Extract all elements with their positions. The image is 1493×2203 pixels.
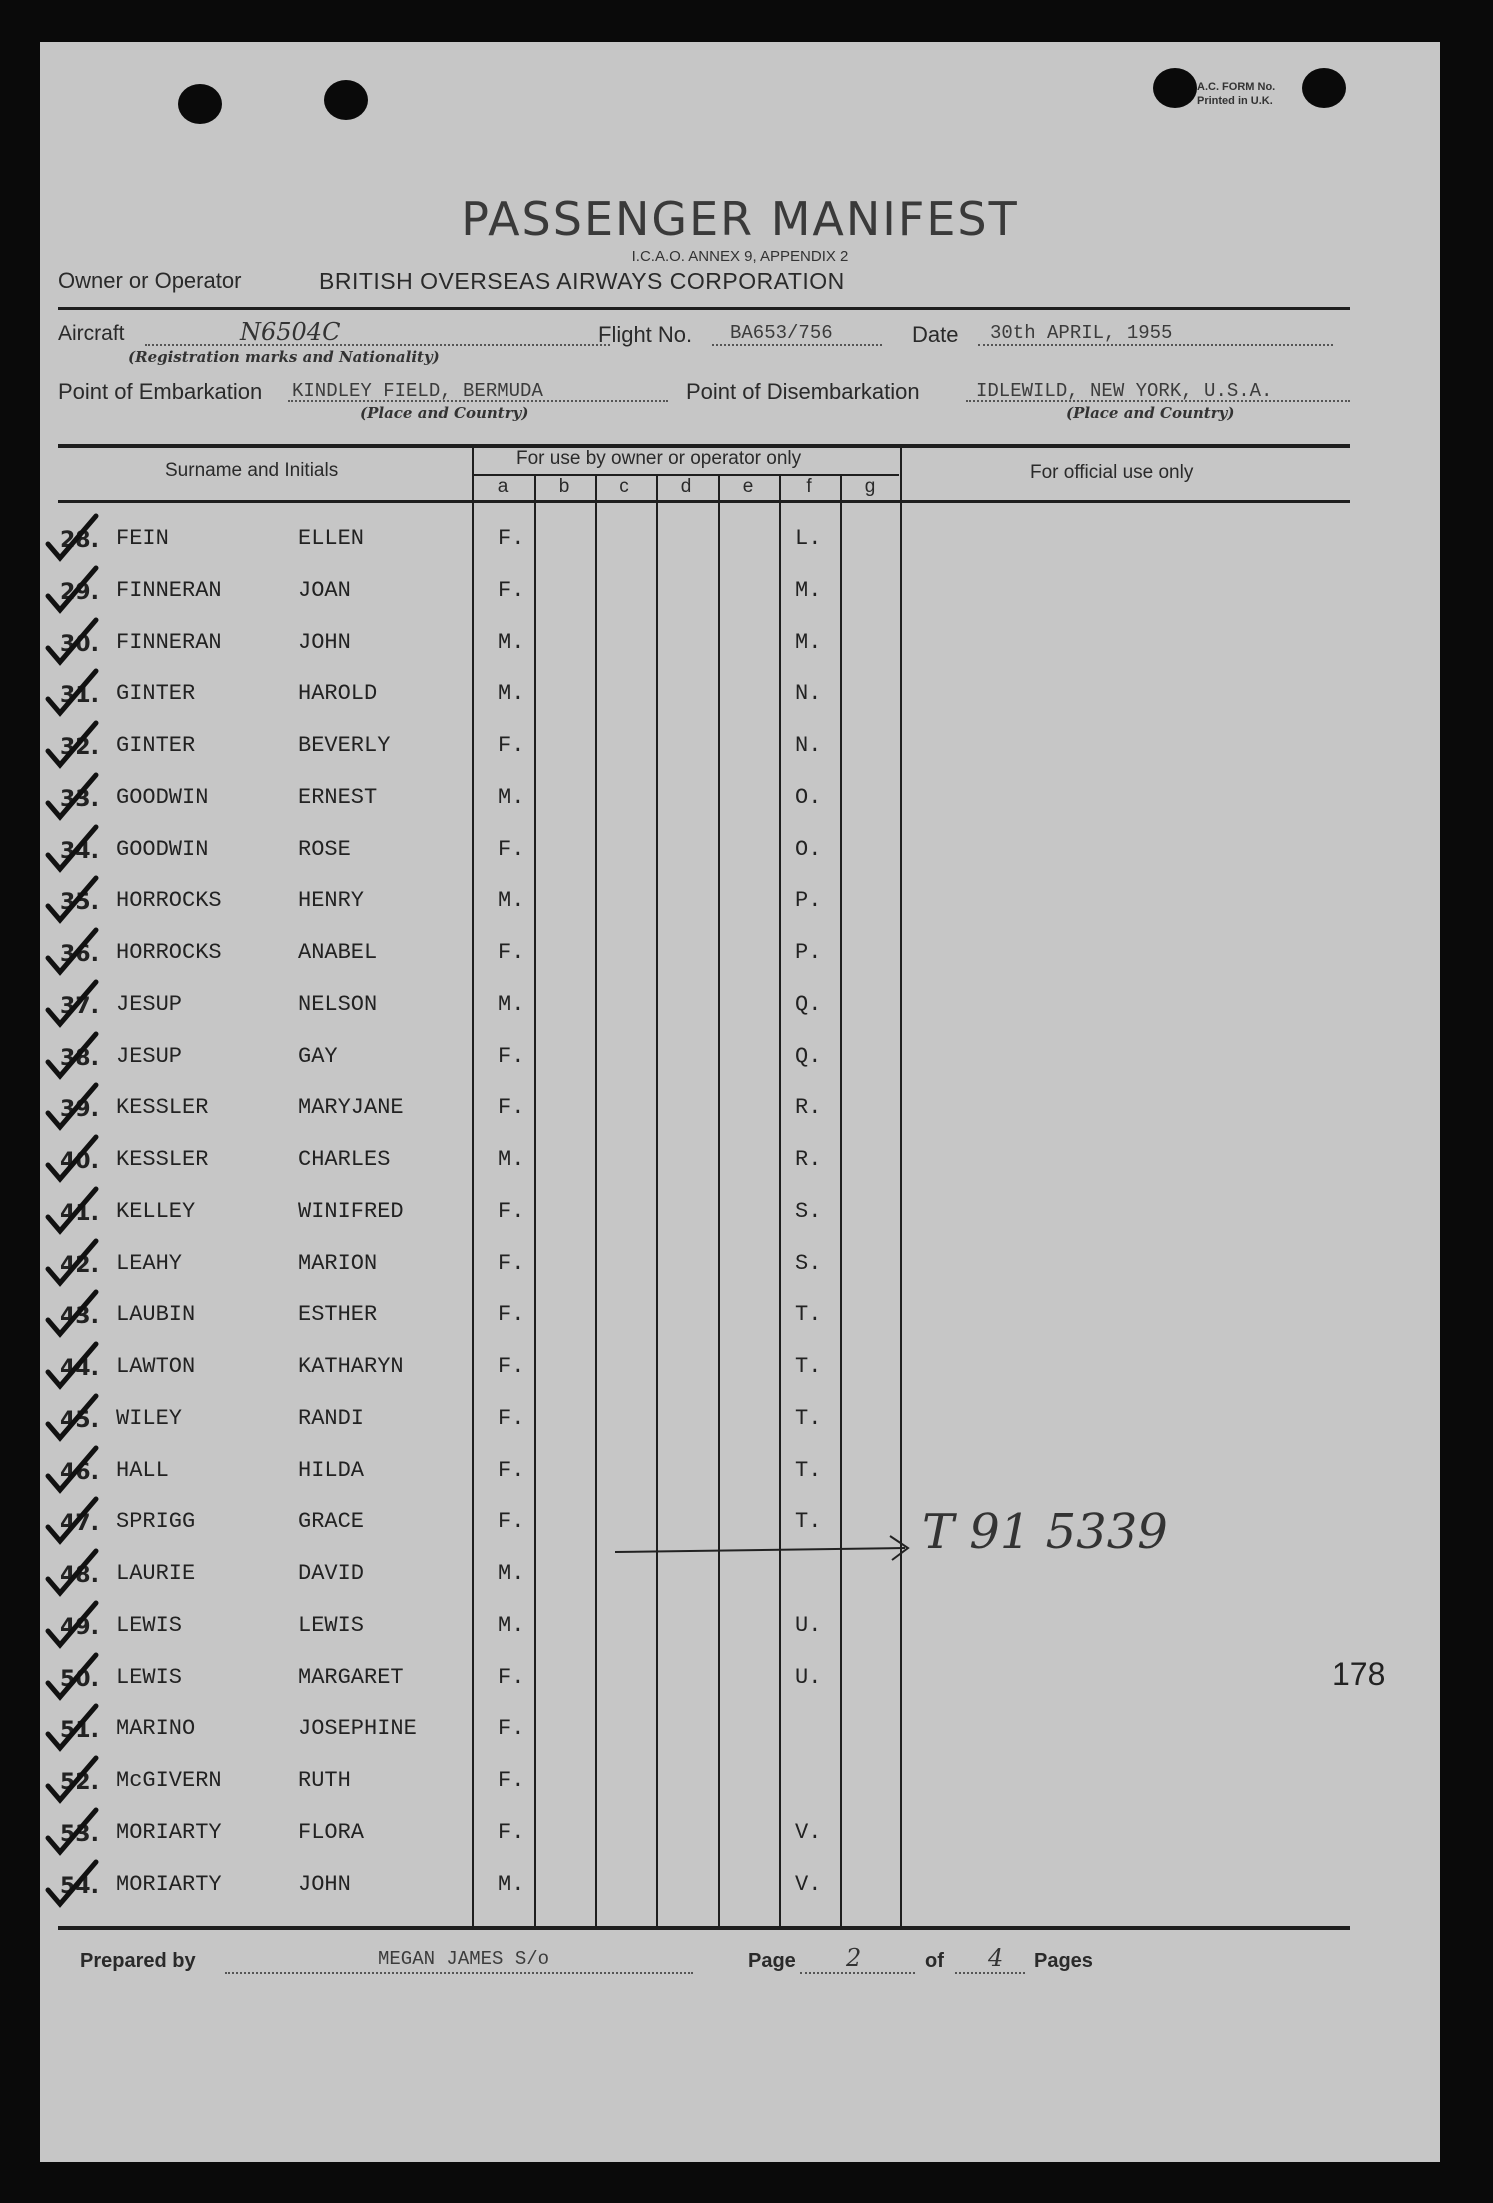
passenger-first-name: MARGARET	[298, 1665, 404, 1690]
passenger-surname: KESSLER	[116, 1147, 209, 1172]
column-f-value: U.	[795, 1665, 822, 1690]
embark-label: Point of Embarkation	[58, 379, 263, 404]
passenger-first-name: MARYJANE	[298, 1095, 404, 1120]
passenger-surname: FINNERAN	[116, 630, 222, 655]
aircraft-label: Aircraft	[58, 322, 125, 345]
passenger-surname: KESSLER	[116, 1095, 209, 1120]
page-stamp: 178	[1332, 1656, 1386, 1692]
passenger-first-name: NELSON	[298, 992, 378, 1017]
check-mark-icon	[44, 1183, 102, 1237]
passenger-first-name: LEWIS	[298, 1613, 365, 1638]
passenger-surname: MARINO	[116, 1716, 196, 1741]
arrow-annotation	[610, 1522, 930, 1582]
passenger-first-name: ANABEL	[298, 940, 378, 965]
page-value: 2	[846, 1944, 862, 1972]
passenger-surname: MORIARTY	[116, 1872, 222, 1897]
column-a-value: F.	[498, 1044, 525, 1069]
registration-note: (Registration marks and Nationality)	[128, 348, 440, 366]
prepared-dots	[225, 1972, 693, 1974]
row-number: 48.	[60, 1563, 99, 1588]
of-value: 4	[988, 1944, 1004, 1972]
column-f-value: S.	[795, 1199, 822, 1224]
row-number: 40.	[60, 1149, 99, 1174]
column-a-value: F.	[498, 1406, 525, 1431]
date-dots	[978, 344, 1333, 346]
date-value: 30th APRIL, 1955	[990, 322, 1173, 344]
passenger-surname: GOODWIN	[116, 837, 209, 862]
col-line-g	[840, 474, 842, 1926]
column-f-value: Q.	[795, 1044, 822, 1069]
owner-label: Owner or Operator	[58, 268, 242, 293]
column-f-value: T.	[795, 1354, 822, 1379]
check-mark-icon	[44, 1235, 102, 1289]
page-subtitle: I.C.A.O. ANNEX 9, APPENDIX 2	[631, 248, 849, 265]
column-f-value: P.	[795, 888, 822, 913]
owner-value: BRITISH OVERSEAS AIRWAYS CORPORATION	[319, 268, 845, 294]
passenger-first-name: MARION	[298, 1251, 378, 1276]
flight-dots	[712, 344, 882, 346]
passenger-surname: JESUP	[116, 992, 183, 1017]
passenger-first-name: JOAN	[298, 578, 351, 603]
passenger-first-name: ERNEST	[298, 785, 378, 810]
row-number: 29.	[60, 580, 99, 605]
column-f-value: Q.	[795, 992, 822, 1017]
punch-hole-right-a	[1153, 68, 1197, 108]
check-mark-icon	[44, 1545, 102, 1599]
column-a-value: M.	[498, 1613, 525, 1638]
check-mark-icon	[44, 821, 102, 875]
row-number: 35.	[60, 890, 99, 915]
passenger-first-name: JOSEPHINE	[298, 1716, 417, 1741]
prepared-label: Prepared by	[80, 1950, 196, 1972]
passenger-first-name: KATHARYN	[298, 1354, 404, 1379]
passenger-surname: HORROCKS	[116, 940, 222, 965]
aircraft-dots	[145, 344, 610, 346]
col-line-f	[779, 474, 781, 1926]
passenger-first-name: DAVID	[298, 1561, 365, 1586]
header-bottom-rule	[58, 500, 1350, 503]
column-f-value: O.	[795, 837, 822, 862]
column-g-header: g	[864, 476, 876, 497]
column-e-header: e	[742, 476, 754, 497]
check-mark-icon	[44, 769, 102, 823]
check-mark-icon	[44, 1700, 102, 1754]
column-a-value: F.	[498, 526, 525, 551]
aircraft-value: N6504C	[240, 318, 341, 346]
row-number: 51.	[60, 1718, 99, 1743]
owner-use-header: For use by owner or operator only	[516, 448, 802, 469]
col-line-official	[900, 446, 902, 1926]
row-number: 37.	[60, 994, 99, 1019]
punch-hole-right-b	[1302, 68, 1346, 108]
column-a-value: F.	[498, 578, 525, 603]
passenger-first-name: CHARLES	[298, 1147, 391, 1172]
column-f-value: T.	[795, 1458, 822, 1483]
check-mark-icon	[44, 872, 102, 926]
row-number: 44.	[60, 1356, 99, 1381]
passenger-first-name: HILDA	[298, 1458, 365, 1483]
row-number: 43.	[60, 1304, 99, 1329]
disembark-label: Point of Disembarkation	[686, 379, 920, 404]
column-a-value: F.	[498, 837, 525, 862]
column-f-value: P.	[795, 940, 822, 965]
row-number: 47.	[60, 1511, 99, 1536]
form-number: A.C. FORM No. Printed in U.K.	[1197, 81, 1276, 107]
column-a-value: F.	[498, 1509, 525, 1534]
column-f-value: V.	[795, 1820, 822, 1845]
passenger-surname: JESUP	[116, 1044, 183, 1069]
check-mark-icon	[44, 1649, 102, 1703]
check-mark-icon	[44, 1442, 102, 1496]
check-mark-icon	[44, 976, 102, 1030]
passenger-surname: HALL	[116, 1458, 169, 1483]
check-mark-icon	[44, 562, 102, 616]
column-a-value: M.	[498, 785, 525, 810]
passenger-surname: LAUBIN	[116, 1302, 196, 1327]
page-label: Page	[748, 1950, 796, 1972]
embark-value: KINDLEY FIELD, BERMUDA	[292, 380, 543, 402]
column-f-value: S.	[795, 1251, 822, 1276]
column-f-value: T.	[795, 1302, 822, 1327]
column-f-value: M.	[795, 630, 822, 655]
passenger-first-name: GAY	[298, 1044, 338, 1069]
column-a-value: F.	[498, 1820, 525, 1845]
row-number: 36.	[60, 942, 99, 967]
col-line-b	[534, 474, 536, 1926]
column-f-value: N.	[795, 681, 822, 706]
surname-header: Surname and Initials	[165, 460, 339, 481]
column-f-value: L.	[795, 526, 822, 551]
column-a-value: F.	[498, 1302, 525, 1327]
check-mark-icon	[44, 924, 102, 978]
flight-value: BA653/756	[730, 322, 833, 344]
passenger-surname: GOODWIN	[116, 785, 209, 810]
manifest-sheet	[40, 42, 1440, 2162]
row-number: 49.	[60, 1615, 99, 1640]
passenger-first-name: WINIFRED	[298, 1199, 404, 1224]
check-mark-icon	[44, 1804, 102, 1858]
passenger-first-name: ESTHER	[298, 1302, 378, 1327]
row-number: 39.	[60, 1097, 99, 1122]
passenger-first-name: ROSE	[298, 837, 351, 862]
row-number: 54.	[60, 1874, 99, 1899]
column-f-value: O.	[795, 785, 822, 810]
passenger-surname: GINTER	[116, 681, 196, 706]
row-number: 31.	[60, 683, 99, 708]
check-mark-icon	[44, 1286, 102, 1340]
column-a-value: M.	[498, 1561, 525, 1586]
row-number: 28.	[60, 528, 99, 553]
of-dots	[955, 1972, 1025, 1974]
column-f-value: R.	[795, 1095, 822, 1120]
disembark-place-note: (Place and Country)	[1066, 404, 1235, 422]
passenger-surname: LAWTON	[116, 1354, 196, 1379]
row-number: 46.	[60, 1460, 99, 1485]
pages-label: Pages	[1034, 1950, 1093, 1972]
passenger-surname: KELLEY	[116, 1199, 196, 1224]
row-number: 50.	[60, 1667, 99, 1692]
column-a-value: F.	[498, 1354, 525, 1379]
column-f-value: R.	[795, 1147, 822, 1172]
passenger-surname: LEWIS	[116, 1665, 183, 1690]
column-a-value: M.	[498, 1872, 525, 1897]
check-mark-icon	[44, 1390, 102, 1444]
passenger-first-name: RUTH	[298, 1768, 351, 1793]
column-f-value: N.	[795, 733, 822, 758]
passenger-surname: SPRIGG	[116, 1509, 196, 1534]
column-a-header: a	[497, 476, 509, 497]
check-mark-icon	[44, 1752, 102, 1806]
passenger-surname: LEWIS	[116, 1613, 183, 1638]
col-line-d	[656, 474, 658, 1926]
column-f-value: T.	[795, 1509, 822, 1534]
column-f-value: T.	[795, 1406, 822, 1431]
passenger-first-name: RANDI	[298, 1406, 365, 1431]
check-mark-icon	[44, 614, 102, 668]
column-a-value: M.	[498, 888, 525, 913]
check-mark-icon	[44, 665, 102, 719]
column-f-value: M.	[795, 578, 822, 603]
column-b-header: b	[558, 476, 570, 497]
col-line-c	[595, 474, 597, 1926]
column-f-header: f	[806, 476, 812, 497]
passenger-surname: FINNERAN	[116, 578, 222, 603]
check-mark-icon	[44, 1597, 102, 1651]
column-a-value: F.	[498, 1251, 525, 1276]
row-number: 42.	[60, 1253, 99, 1278]
row-number: 32.	[60, 735, 99, 760]
embark-place-note: (Place and Country)	[360, 404, 529, 422]
footer-rule	[58, 1926, 1350, 1930]
column-a-value: F.	[498, 1458, 525, 1483]
handwritten-note: T 91 5339	[922, 1504, 1168, 1560]
column-f-value: U.	[795, 1613, 822, 1638]
passenger-first-name: GRACE	[298, 1509, 365, 1534]
column-a-value: M.	[498, 1147, 525, 1172]
prepared-value: MEGAN JAMES S/o	[378, 1948, 550, 1970]
column-f-value: V.	[795, 1872, 822, 1897]
passenger-first-name: JOHN	[298, 1872, 351, 1897]
check-mark-icon	[44, 1131, 102, 1185]
header-rule-1	[58, 307, 1350, 310]
check-mark-icon	[44, 1338, 102, 1392]
passenger-surname: HORROCKS	[116, 888, 222, 913]
column-a-value: F.	[498, 1199, 525, 1224]
column-a-value: F.	[498, 940, 525, 965]
date-label: Date	[912, 322, 959, 347]
column-a-value: M.	[498, 630, 525, 655]
check-mark-icon	[44, 717, 102, 771]
passenger-surname: FEIN	[116, 526, 169, 551]
column-a-value: M.	[498, 992, 525, 1017]
passenger-surname: McGIVERN	[116, 1768, 222, 1793]
column-a-value: M.	[498, 681, 525, 706]
check-mark-icon	[44, 1856, 102, 1910]
check-mark-icon	[44, 510, 102, 564]
of-label: of	[925, 1950, 944, 1972]
row-number: 30.	[60, 632, 99, 657]
col-line-e	[718, 474, 720, 1926]
passenger-first-name: HENRY	[298, 888, 365, 913]
column-a-value: F.	[498, 1665, 525, 1690]
passenger-surname: LEAHY	[116, 1251, 183, 1276]
column-a-value: F.	[498, 1716, 525, 1741]
disembark-value: IDLEWILD, NEW YORK, U.S.A.	[976, 380, 1273, 402]
official-use-header: For official use only	[1030, 462, 1194, 483]
row-number: 34.	[60, 839, 99, 864]
row-number: 41.	[60, 1201, 99, 1226]
passenger-surname: LAURIE	[116, 1561, 196, 1586]
column-a-value: F.	[498, 1095, 525, 1120]
passenger-first-name: HAROLD	[298, 681, 378, 706]
column-d-header: d	[680, 476, 692, 497]
col-line-a	[472, 446, 474, 1926]
row-number: 38.	[60, 1046, 99, 1071]
row-number: 45.	[60, 1408, 99, 1433]
row-number: 52.	[60, 1770, 99, 1795]
row-number: 53.	[60, 1822, 99, 1847]
punch-hole-center	[324, 80, 368, 120]
passenger-first-name: JOHN	[298, 630, 351, 655]
punch-hole-left	[178, 84, 222, 124]
page-dots	[800, 1972, 915, 1974]
column-c-header: c	[619, 476, 629, 497]
flight-label: Flight No.	[598, 322, 693, 347]
passenger-first-name: FLORA	[298, 1820, 365, 1845]
passenger-surname: GINTER	[116, 733, 196, 758]
check-mark-icon	[44, 1028, 102, 1082]
column-a-value: F.	[498, 1768, 525, 1793]
column-a-value: F.	[498, 733, 525, 758]
passenger-surname: WILEY	[116, 1406, 183, 1431]
row-number: 33.	[60, 787, 99, 812]
passenger-first-name: BEVERLY	[298, 733, 391, 758]
passenger-surname: MORIARTY	[116, 1820, 222, 1845]
check-mark-icon	[44, 1493, 102, 1547]
page-title: PASSENGER MANIFEST	[461, 192, 1019, 246]
passenger-first-name: ELLEN	[298, 526, 365, 551]
check-mark-icon	[44, 1079, 102, 1133]
